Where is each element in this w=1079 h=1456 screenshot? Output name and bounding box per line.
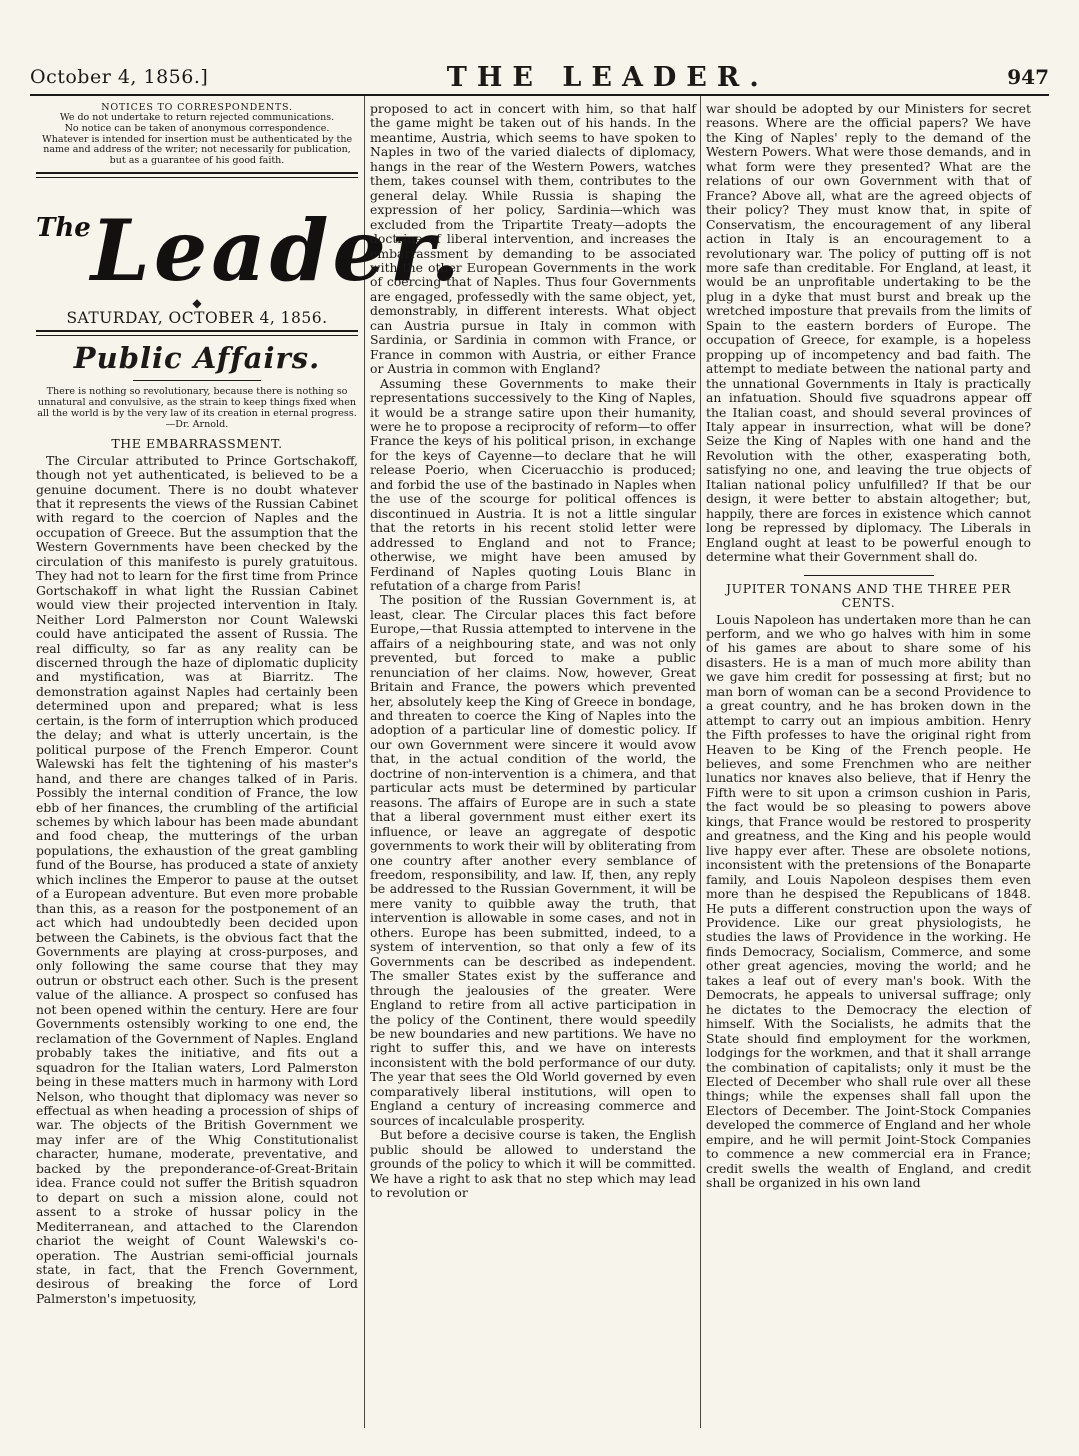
page-number: 947 <box>1007 65 1049 89</box>
nameplate-name: Leader. <box>90 200 464 300</box>
column-2 <box>370 102 696 1428</box>
masthead-date: October 4, 1856.] <box>30 66 209 88</box>
article-heading: JUPITER TONANS AND THE THREE PER CENTS. <box>725 580 1012 610</box>
column-1 <box>36 102 464 1428</box>
dateline: SATURDAY, OCTOBER 4, 1856. <box>66 308 328 327</box>
divider <box>133 380 262 381</box>
divider <box>36 335 358 336</box>
divider <box>36 330 358 332</box>
article-heading: THE EMBARRASSMENT. <box>111 435 283 451</box>
column-rule-2 <box>700 96 701 1428</box>
ornament-icon: ◆ <box>192 295 202 310</box>
nameplate-the: The <box>36 212 91 243</box>
paragraph: war should be adopted by our Ministers for secret reasons. Where are the official papers? We have the King of Naples' reply to the demand of the Western Powers. What were those demands, and in what form were they presented? What are the relations of our own Government with that of France? Above all, what are the agreed objects of their policy? They must know that, in spite of Conservatism, the encouragement of any liberal action in Italy is an encouragement to a revolutionary war. The policy of putting off is not more safe than creditable. For England, at least, it would be an unprofitable undertaking to be the plug in a dyke that must burst and break up the wretched imposture that prevails from the limits of Spain to the eastern borders of Europe. The occupation of Greece, for example, is a hopeless propping up of incompetency and bad faith. The attempt to mediate between the national party and the unnational Governments in Italy is practically an infatuation. Should five squadrons appear off the Italian coast, and should several provinces of Italy appear in insurrection, what will be done? Seize the King of Naples with one hand and the Revolution with the other, exasperating both, satisfying no one, and leaving the true objects of Italian national policy unfulfilled? If that be our design, it were better to abstain altogether; but, happily, there are forces in existence which cannot long be repressed by diplomacy. The Liberals in England ought at least to be powerful enough to determine what their Government shall do. <box>706 101 1031 565</box>
notice-line: We do not undertake to return rejected communications. <box>59 112 335 123</box>
notice-line: No notice can be taken of anonymous correspondence. <box>64 122 330 134</box>
masthead <box>30 60 1049 96</box>
divider <box>804 575 934 576</box>
notice-line: Whatever is intended for insertion must be authenticated by the name and address of the writer; not necessarily for publication, but as a guarantee of his good faith. <box>41 133 353 167</box>
section-heading: Public Affairs. <box>73 341 321 376</box>
notices-heading: NOTICES TO CORRESPONDENTS. <box>101 102 293 113</box>
masthead-title: THE LEADER. <box>446 61 769 93</box>
paragraph: Assuming these Governments to make their representations successively to the King of Naples, it would be a strange satire upon their humanity, were he to propose a reciprocity of reform—to offer France the keys of his political prison, in exchange for the keys of Cayenne—to declare that he will release Poerio, when Ciceruacchio is produced; and forbid the use of the bastinado in Naples when the use of the scourge for political offences is discontinued in Austria. It is not a little singular that the retorts in his recent stolid letter were addressed to England and not to France; otherwise, we might have been amused by Ferdinand of Naples quoting Louis Blanc in refutation of a charge from Paris! <box>370 375 696 593</box>
motto: There is nothing so revolutionary, because there is nothing so unnatural and convulsive, as the strain to keep things fixed when all the world is by the very law of its creation in eternal progress.—Dr. Arnold. <box>37 386 357 430</box>
divider <box>36 177 358 178</box>
paragraph: The Circular attributed to Prince Gortschakoff, though not yet authenticated, is believed to be a genuine document. There is no doubt whatever that it represents the views of the Russian Cabinet with regard to the coercion of Naples and the occupation of Greece. But the assumption that the Western Governments have been checked by the circulation of this manifesto is purely gratuitous. They had not to learn for the first time from Prince Gortschakoff in what light the Russian Cabinet would view their projected intervention in Italy. Neither Lord Palmerston nor Count Walewski could have anticipated the assent of Russia. The real difficulty, so far as any reality can be discerned through the haze of diplomatic duplicity and mystification, was at Biarritz. The demonstration against Naples had certainly been determined upon and prepared; what is less certain, is the form of interruption which produced the delay; and what is utterly uncertain, is the political purpose of the French Emperor. Count Walewski has felt the tightening of his master's hand, and there are changes talked of in Paris. Possibly the internal condition of France, the low ebb of her finances, the crumbling of the artificial schemes by which labour has been made abundant and food cheap, the mutterings of the urban populations, the exhaustion of the great gambling fund of the Bourse, has produced a state of anxiety which inclines the Emperor to pause at the outset of a European adventure. But even more probable than this, as a reason for the postponement of an act which had undoubtedly been decided upon between the Cabinets, is the obvious fact that the Governments are playing at cross-purposes, and only following the same course that they may outrun or obstruct each other. Such is the present value of the alliance. A prospect so confused has not been opened within the century. Here are four Governments ostensibly working to one end, the reclamation of the Government of Naples. England probably takes the initiative, and fits out a squadron for the Italian waters, Lord Palmerston being in these matters much in harmony with Lord Nelson, who thought that diplomacy was never so effectual as when heading a procession of ships of war. The objects of the British Government we may infer are of the Whig Constitutionalist character, humane, moderate, preventative, and backed by the preponderance-of-Great-Britain idea. France could not suffer the British squadron to depart on such a mission alone, could not assent to a stroke of hussar policy in the Mediterranean, and attached to the Clarendon chariot the weight of Count Walewski's co-operation. The Austrian semi-official journals state, in fact, that the French Government, desirous of breaking the force of Lord Palmerston's impetuosity, <box>36 452 358 1306</box>
paragraph: But before a decisive course is taken, the English public should be allowed to understand the grounds of the policy to which it will be committed. We have a right to ask that no step which may lead to revolution or <box>370 1127 696 1200</box>
column-3 <box>706 102 1031 1428</box>
paragraph: Louis Napoleon has undertaken more than he can perform, and we who go halves with him in some of his games are about to share some of his disasters. He is a man of much more ability than we gave him credit for possessing at first; but no man born of woman can be a second Providence to a great country, and he has broken down in the attempt to carry out an impious ambition. Henry the Fifth professes to have the original right from Heaven to be King of the French people. He believes, and some Frenchmen who are neither lunatics nor knaves also believe, that if Henry the Fifth were to sit upon a crimson cushion in Paris, the fact would be so pleasing to powers above kings, that France would be restored to prosperity and greatness, and the King and his people would live happy ever after. These are obsolete notions, inconsistent with the pretensions of the Bonaparte family, and Louis Napoleon despises them even more than he despised the Republicans of 1848. He puts a different construction upon the ways of Providence. Like our great physiologists, he studies the laws of Providence in the working. He finds Democracy, Socialism, Commerce, and some other great agencies, moving the world; and he takes a leaf out of every man's book. With the Democrats, he appeals to universal suffrage; only he dictates to the Democracy the election of himself. With the Socialists, he admits that the State should find employment for the workmen, lodgings for the workmen, and that it shall arrange the combination of capitalists; only it must be the Elected of December who shall rule over all these things; while the expenses shall fall upon the Electors of December. The Joint-Stock Companies developed the commerce of England and her whole empire, and he will permit Joint-Stock Companies to commence a new commercial era in France; credit swells the wealth of England, and credit shall be organized in his own land <box>706 611 1031 1191</box>
divider <box>36 172 358 174</box>
paragraph: proposed to act in concert with him, so that half the game might be taken out of his hands. In the meantime, Austria, which seems to have spoken to Naples in two of the varied dialects of diplomacy, hangs in the rear of the Western Powers, watches them, takes counsel with them, contributes to the general delay. While Russia is shaping the expression of her policy, Sardinia—which was excluded from the Tripartite Treaty—adopts the doctrine of liberal intervention, and increases the embarrassment by demanding to be associated with the other European Governments in the work of coercing that of Naples. Thus four Governments are engaged, professedly with the same object, yet, demonstrably, in different interests. What object can Austria pursue in Italy in common with Sardinia, or Sardinia in common with France, or France in common with Austria, or either France or Austria in common with England? <box>370 101 696 377</box>
nameplate <box>36 182 464 300</box>
paragraph: The position of the Russian Government is, at least, clear. The Circular places this fact before Europe,—that Russia attempted to intervene in the affairs of a neighbouring state, and was not only prevented, but forced to make a public renunciation of her claims. Now, however, Great Britain and France, the powers which prevented her, absolutely keep the King of Greece in bondage, and threaten to coerce the King of Naples into the adoption of a particular line of domestic policy. If our own Government were sincere it would avow that, in the actual condition of the world, the doctrine of non-intervention is a chimera, and that particular acts must be determined by particular reasons. The affairs of Europe are in such a state that a liberal government must either exert its influence, or leave an aggregate of despotic governments to work their will by obliterating from one country after another every semblance of freedom, responsibility, and law. If, then, any reply be addressed to the Russian Government, it will be mere vanity to quibble away the truth, that intervention is allowable in some cases, and not in others. Europe has been submitted, indeed, to a system of intervention, so that only a few of its Governments can be described as independent. The smaller States exist by the sufferance and through the jealousies of the greater. Were England to retire from all active participation in the policy of the Continent, there would speedily be new boundaries and new partitions. We have no right to suffer this, and we have on interests inconsistent with the bold performance of our duty. The year that sees the Old World governed by even comparatively liberal institutions, will open to England a century of increasing commerce and sources of incalculable prosperity. <box>370 592 696 1128</box>
